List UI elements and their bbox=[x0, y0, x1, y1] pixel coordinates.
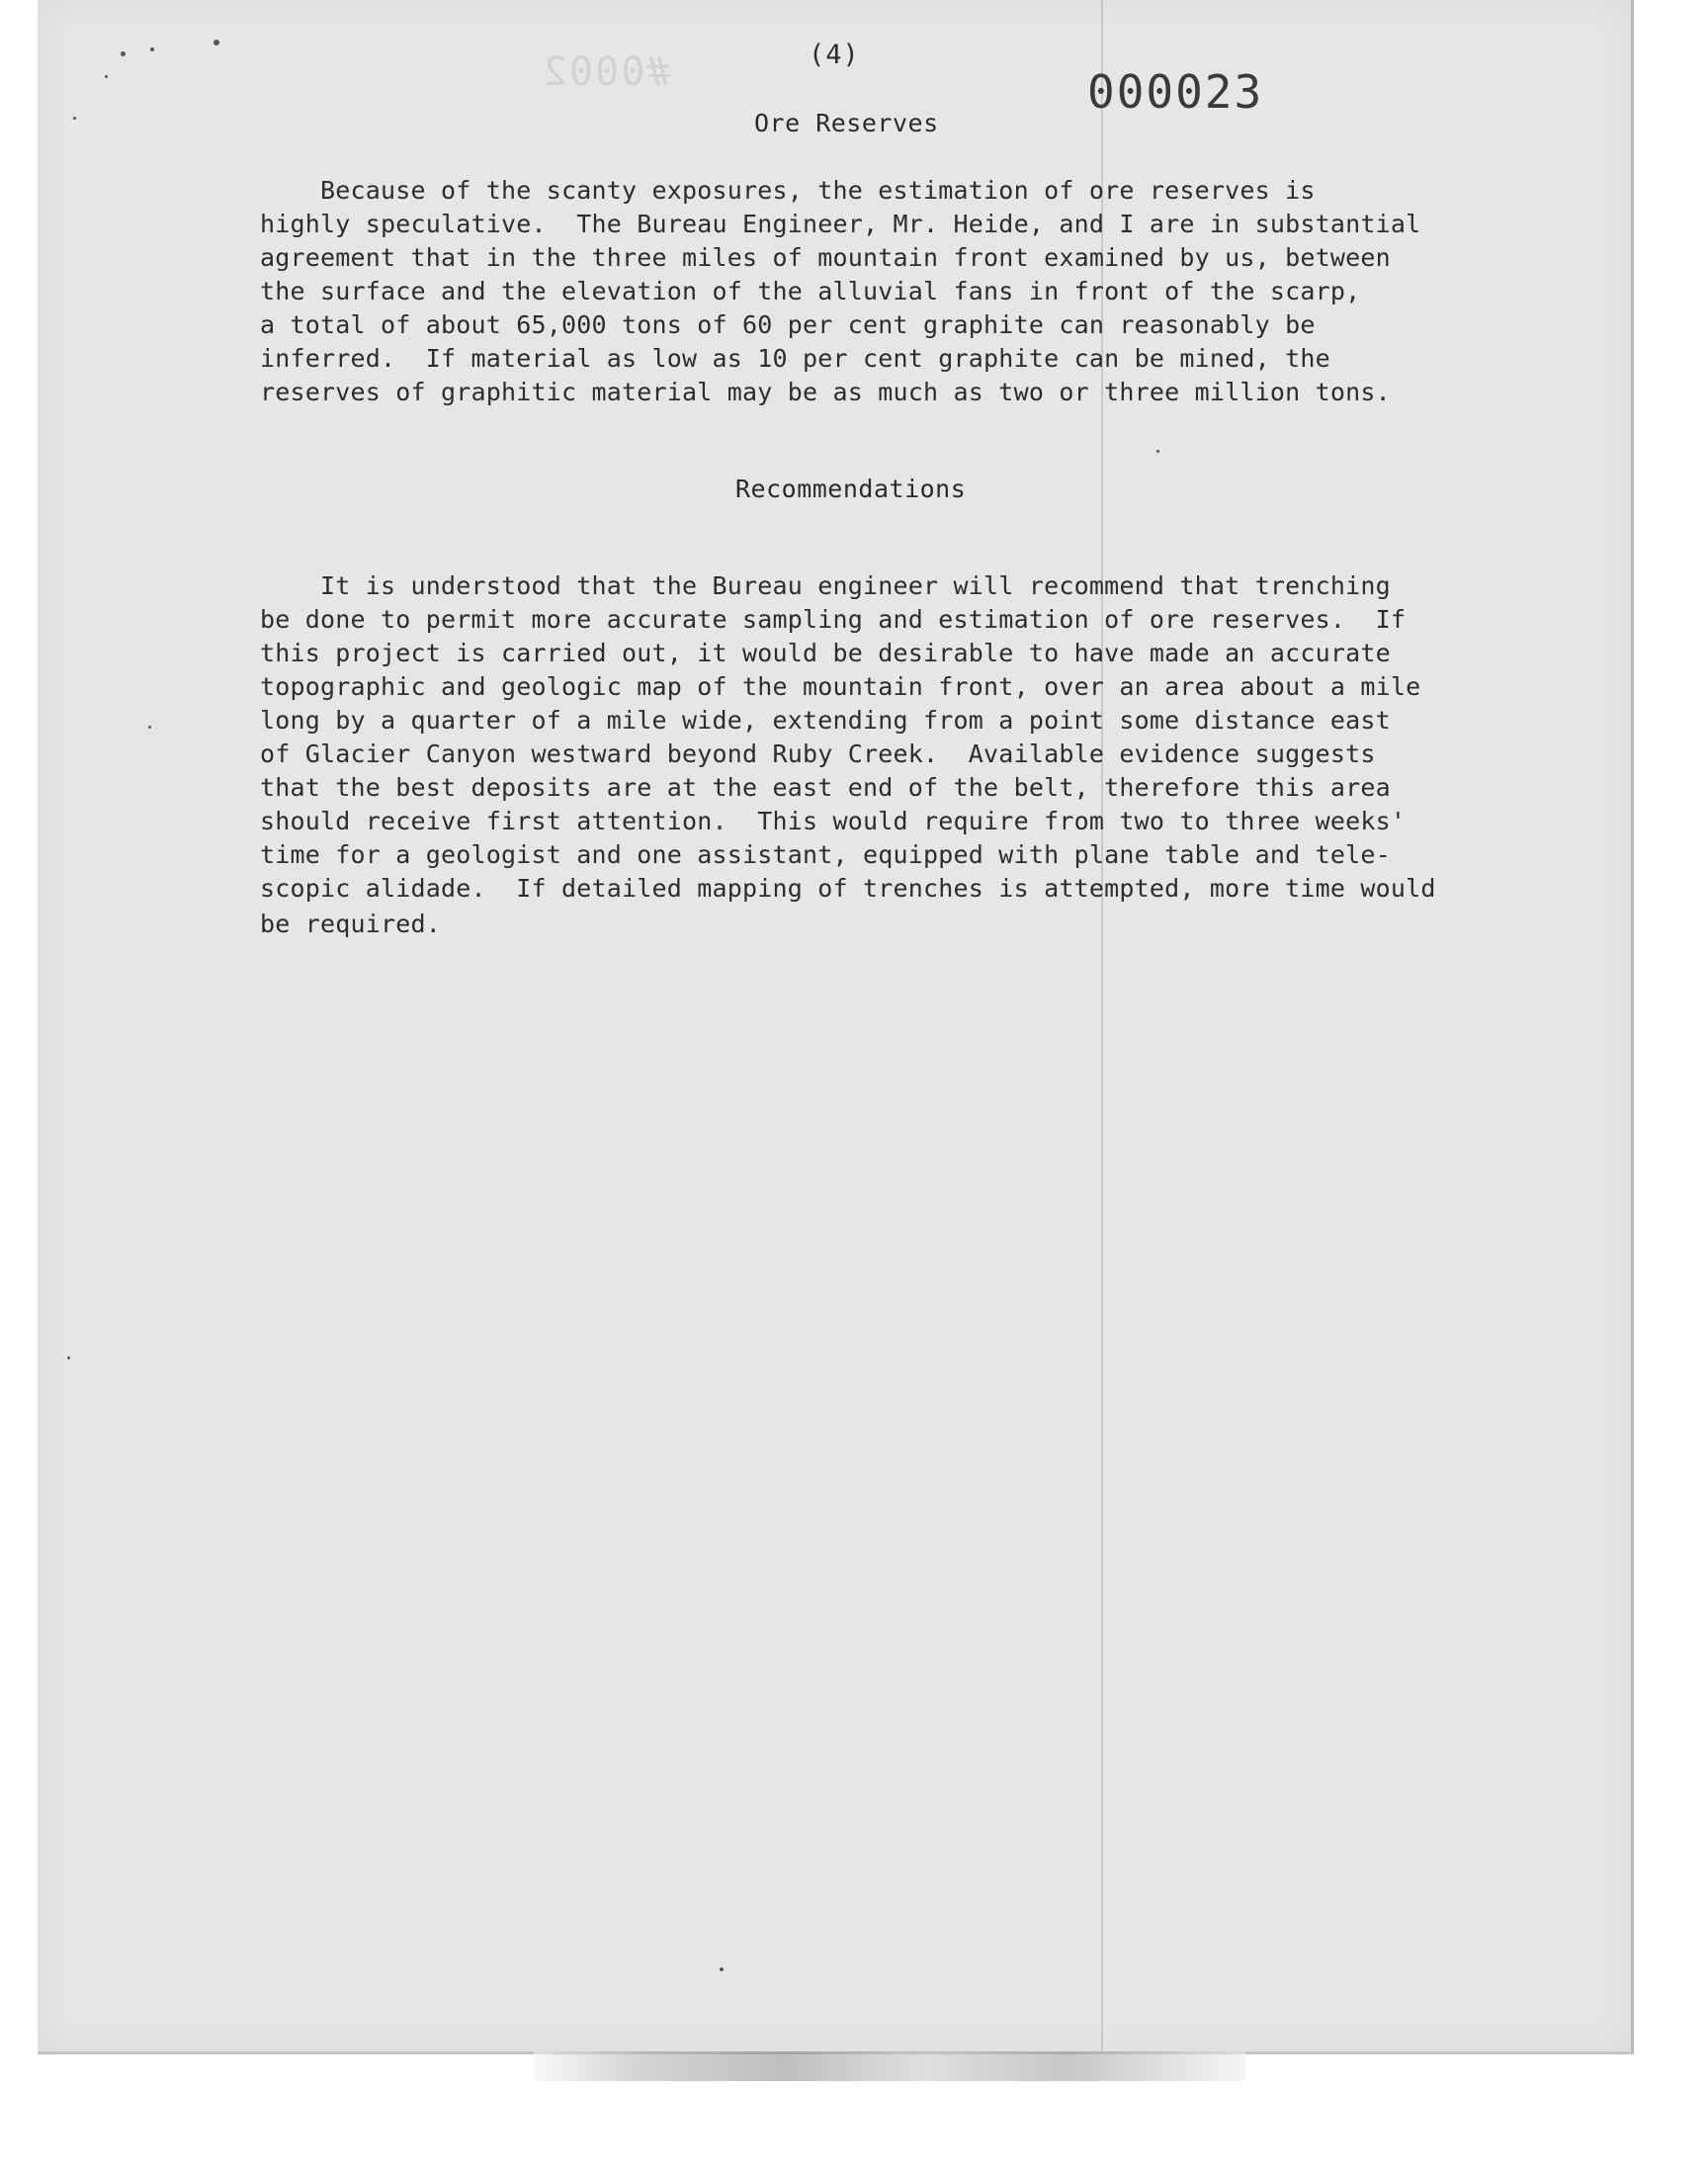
scan-speck bbox=[1156, 450, 1159, 453]
document-page bbox=[38, 0, 1634, 2054]
paragraph-line: be required. bbox=[260, 910, 442, 938]
ore-reserves-heading: Ore Reserves bbox=[754, 109, 939, 137]
paragraph-line: Because of the scanty exposures, the estimation of ore reserves is bbox=[260, 176, 1316, 205]
paragraph-line: It is understood that the Bureau engineer will recommend that trenching bbox=[260, 571, 1391, 600]
paragraph-line: of Glacier Canyon westward beyond Ruby Creek. Available evidence suggests bbox=[260, 740, 1376, 768]
paragraph-line: agreement that in the three miles of mountain front examined by us, between bbox=[260, 243, 1391, 272]
bleed-through-stamp: #0002 bbox=[542, 49, 671, 95]
scan-artifact-bar bbox=[534, 2051, 1245, 2081]
paragraph-line: inferred. If material as low as 10 per cent graphite can be mined, the bbox=[260, 344, 1330, 373]
scan-speck bbox=[105, 75, 108, 78]
document-stamp-number: 000023 bbox=[1087, 65, 1264, 119]
paragraph-line: this project is carried out, it would be desirable to have made an accurate bbox=[260, 639, 1391, 667]
paragraph-line: time for a geologist and one assistant, equipped with plane table and tele- bbox=[260, 840, 1391, 869]
scan-speck bbox=[150, 47, 154, 51]
paragraph-line: that the best deposits are at the east end of the belt, therefore this area bbox=[260, 773, 1391, 802]
scan-speck bbox=[121, 51, 126, 56]
paragraph-line: the surface and the elevation of the alluvial fans in front of the scarp, bbox=[260, 277, 1361, 305]
paragraph-line: topographic and geologic map of the mountain front, over an area about a mile bbox=[260, 672, 1421, 701]
scan-speck bbox=[148, 726, 151, 729]
paragraph-line: be done to permit more accurate sampling and estimation of ore reserves. If bbox=[260, 605, 1407, 634]
fold-line bbox=[1101, 0, 1103, 2051]
paragraph-line: a total of about 65,000 tons of 60 per cent graphite can reasonably be bbox=[260, 310, 1316, 339]
scan-speck bbox=[720, 1967, 724, 1971]
paragraph-line: scopic alidade. If detailed mapping of trenches is attempted, more time would bbox=[260, 874, 1436, 903]
paragraph-line: long by a quarter of a mile wide, extending from a point some distance east bbox=[260, 706, 1391, 735]
paragraph-line: should receive first attention. This would require from two to three weeks' bbox=[260, 807, 1407, 835]
scan-speck bbox=[73, 117, 76, 120]
scan-speck bbox=[214, 40, 219, 45]
recommendations-heading: Recommendations bbox=[735, 475, 967, 503]
paragraph-line: highly speculative. The Bureau Engineer, Mr. Heide, and I are in substantial bbox=[260, 210, 1421, 238]
scan-speck bbox=[67, 1356, 70, 1359]
page-number: (4) bbox=[809, 40, 860, 70]
paragraph-line: reserves of graphitic material may be as much as two or three million tons. bbox=[260, 378, 1391, 406]
